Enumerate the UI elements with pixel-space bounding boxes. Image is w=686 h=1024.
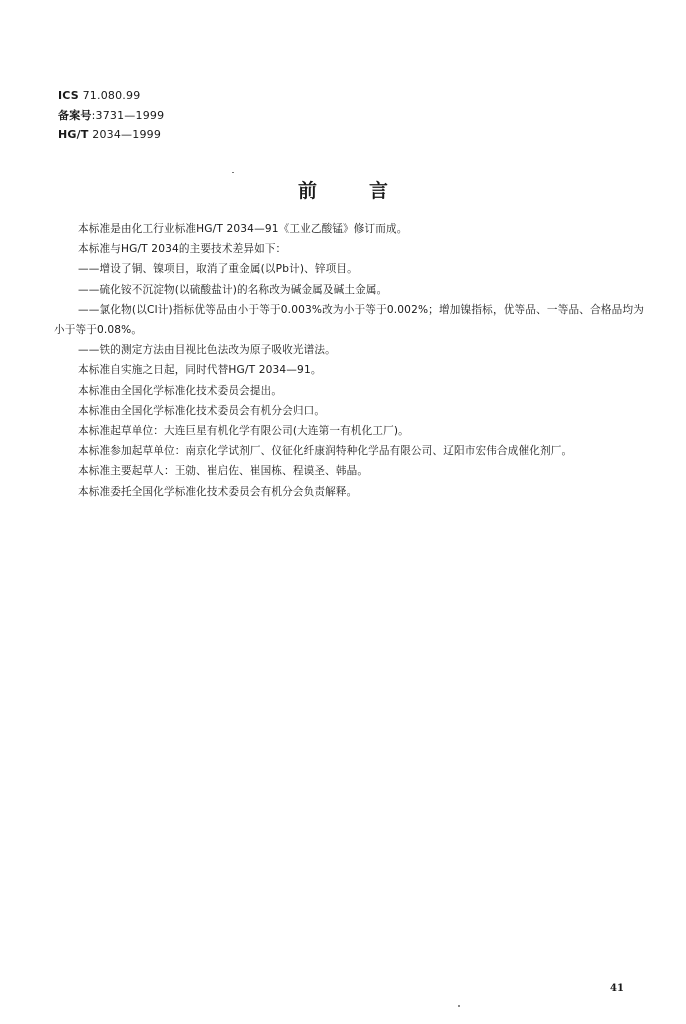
paragraph-4: ——硫化铵不沉淀物(以硫酸盐计)的名称改为碱金属及碱土金属。 <box>78 283 388 296</box>
page-number: 41 <box>610 983 624 994</box>
foreword-body <box>54 219 644 502</box>
ics-value: 71.080.99 <box>82 89 141 102</box>
paragraph-1: 本标准是由化工行业标准HG/T 2034—91《工业乙酸锰》修订而成。 <box>78 223 408 235</box>
title-char-2: 言 <box>369 180 389 202</box>
page-title <box>0 176 686 203</box>
paragraph-5: ——氯化物(以Cl计)指标优等品由小于等于0.003%改为小于等于0.002%；增加镍指标，优等品、一等品、合格品均为小于等于0.08%。 <box>54 303 644 337</box>
record-number-value: :3731—1999 <box>91 108 165 122</box>
paragraph-13: 本标准委托全国化学标准化技术委员会有机分会负责解释。 <box>78 485 358 498</box>
standard-number-value: 2034—1999 <box>92 128 162 141</box>
paragraph-11: 本标准参加起草单位：南京化学试剂厂、仪征化纤康润特种化学品有限公司、辽阳市宏伟合成催化剂厂。 <box>78 445 573 458</box>
paragraph-8: 本标准由全国化学标准化技术委员会提出。 <box>78 384 283 397</box>
record-number-line <box>58 106 164 126</box>
paragraph-10: 本标准起草单位：大连巨星有机化学有限公司(大连第一有机化工厂)。 <box>78 425 409 438</box>
scan-speck-bottom <box>458 1005 460 1007</box>
title-char-1: 前 <box>297 180 317 202</box>
paragraph-6: ——铁的测定方法由目视比色法改为原子吸收光谱法。 <box>78 344 336 357</box>
paragraph-2: 本标准与HG/T 2034的主要技术差异如下： <box>78 243 287 256</box>
paragraph-12: 本标准主要起草人：王勍、崔启佐、崔国栋、程谟圣、韩晶。 <box>78 465 369 478</box>
scan-speck <box>232 172 234 173</box>
standard-number-label: HG/T <box>58 128 89 141</box>
ics-line <box>58 86 164 106</box>
paragraph-9: 本标准由全国化学标准化技术委员会有机分会归口。 <box>78 404 326 417</box>
paragraph-7: 本标准自实施之日起，同时代替HG/T 2034—91。 <box>78 364 322 377</box>
record-number-label: 备案号 <box>58 108 92 122</box>
paragraph-3: ——增设了铜、镍项目，取消了重金属(以Pb计)、锌项目。 <box>78 263 358 276</box>
standard-metadata <box>58 86 164 145</box>
ics-label: ICS <box>58 89 79 102</box>
standard-number-line <box>58 125 164 145</box>
